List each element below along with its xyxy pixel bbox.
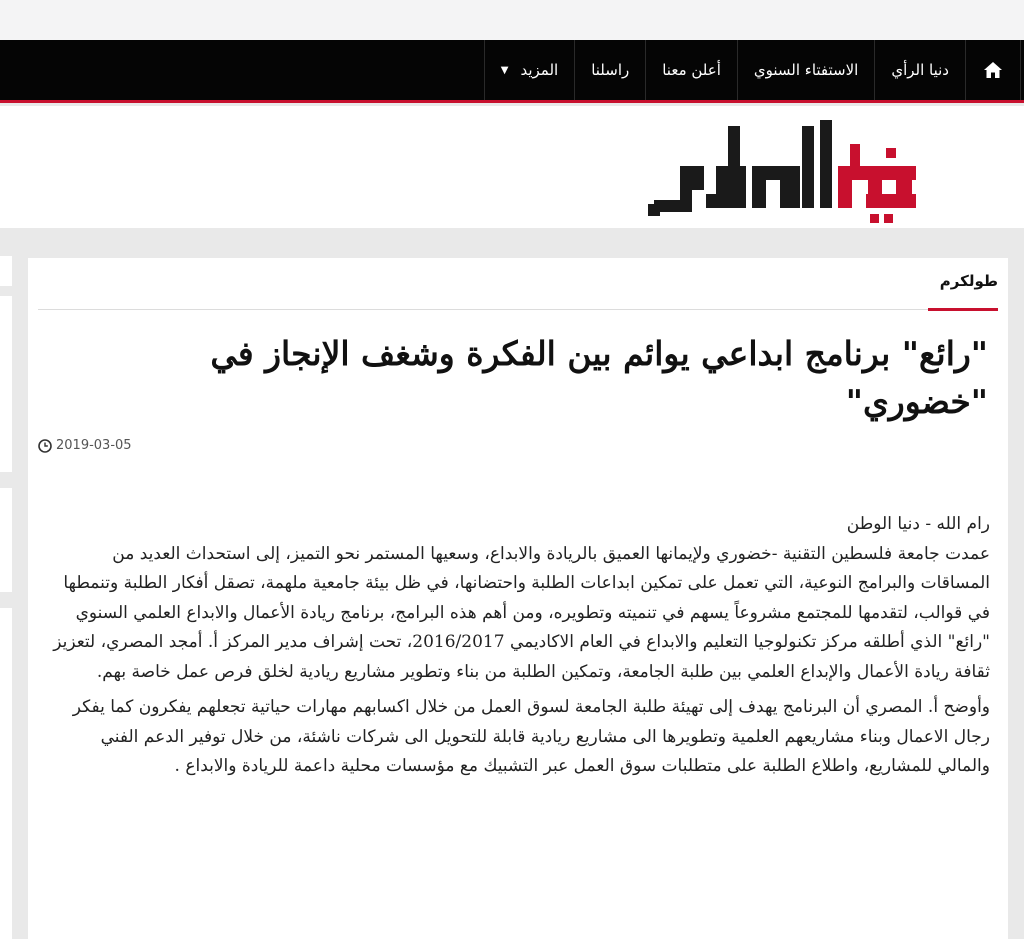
nav-item-more[interactable] (484, 40, 574, 100)
rail-segment (0, 608, 12, 939)
site-header (0, 106, 1024, 228)
clock-icon (38, 439, 52, 453)
article-container (28, 258, 1008, 939)
nav-item-label: راسلنا (591, 61, 630, 79)
nav-item-advertise[interactable] (645, 40, 737, 100)
main-navbar (0, 40, 1024, 103)
nav-item-label: دنيا الرأي (891, 61, 949, 79)
home-icon (983, 61, 1003, 79)
article-date (38, 438, 132, 453)
article-title: "رائع" برنامج ابداعي يوائم بين الفكرة وشغف الإنجاز في "خضوري" (210, 334, 988, 421)
article-dateline: رام الله - دنيا الوطن (846, 514, 990, 534)
nav-item-label: أعلن معنا (662, 61, 721, 79)
category-link[interactable]: طولكرم (939, 272, 998, 290)
rail-segment (0, 296, 12, 472)
nav-item-label: الاستفتاء السنوي (753, 61, 859, 79)
nav-item-label: المزيد (520, 61, 559, 79)
nav-item-annual-poll[interactable] (737, 40, 874, 100)
chevron-down-icon: ▼ (500, 64, 509, 76)
rail-segment (0, 256, 12, 286)
article-body (50, 510, 990, 788)
category-underline (928, 308, 998, 311)
article-paragraph: وأوضح أ. المصري أن البرنامج يهدف إلى تهيئة طلبة الجامعة لسوق العمل من خلال اكسابهم مهارات حياتية تجعلهم يفكرون كما يفكر رجال الاعمال وبناء مشاريعهم العلمية وتطويرها الى مشاريع ريادية قابلة للتحويل الى شركات ناشئة، من خلال توفير الدعم الفني والمالي للمشاريع، واطلاع الطلبة على متطلبات سوق العمل عبر التشبيك مع مؤسسات محلية داعمة للريادة والابداع . (72, 697, 990, 776)
browser-top-strip (0, 0, 1024, 40)
date-text: 2019-03-05 (56, 438, 132, 453)
site-logo[interactable] (640, 114, 930, 224)
article-paragraph: عمدت جامعة فلسطين التقنية -خضوري ولإيمانها العميق بالريادة والابداع، وسعيها المستمر نحو التميز، إلى استحداث العديد من المساقات والبرامج النوعية، التي تعمل على تمكين ابداعات الطلبة واحتضانها، في ظل بيئة جامعية ملهمة، تصقل أفكار الطلبة وتنمطها في قوالب، لتقدمها للمجتمع مشروعاً يسهم في تنميته وتطويره، ومن أهم هذه البرامج، برنامج ريادة الأعمال والابداع العلمي السنوي "رائع" الذي أطلقه مركز تكنولوجيا التعليم والابداع في العام الاكاديمي 2016/2017، تحت إشراف مدير المركز أ. أمجد المصري، لتعزيز ثقافة ريادة الأعمال والإبداع العلمي بين طلبة الجامعة، وتمكين الطلبة من بناء وتطوير مشاريع ريادية لخلق فرص عمل خاصة بهم. (53, 543, 990, 682)
nav-home[interactable] (965, 40, 1021, 100)
nav-item-contact[interactable] (574, 40, 645, 100)
category-bar (38, 258, 998, 310)
left-rail (0, 240, 14, 939)
rail-segment (0, 488, 12, 592)
nav-item-opinion[interactable] (874, 40, 965, 100)
